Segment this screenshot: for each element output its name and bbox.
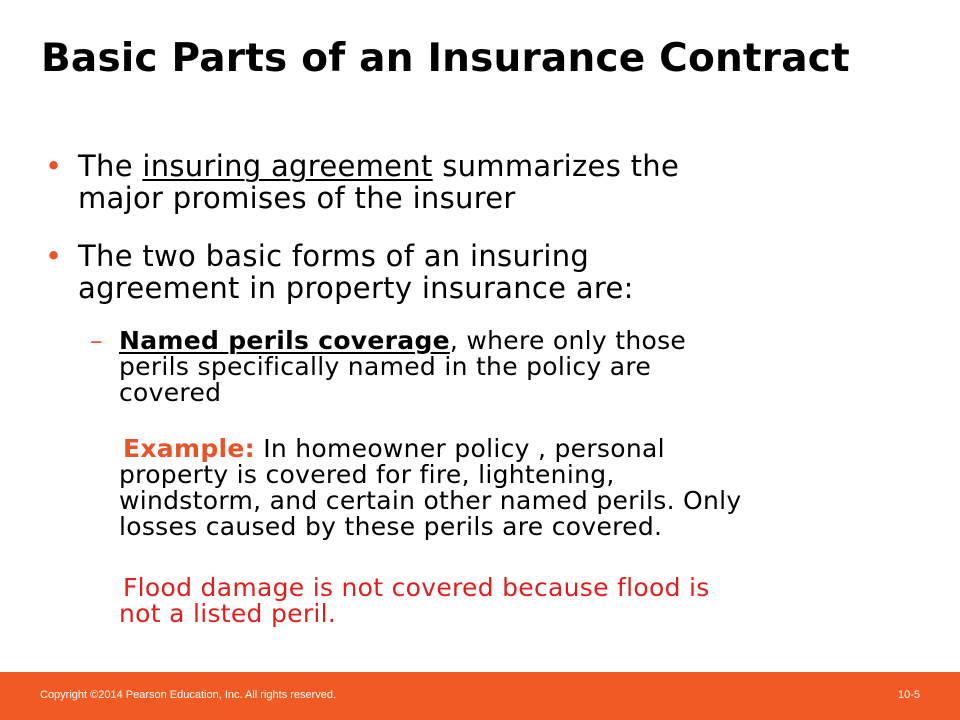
insuring-agreement-term: insuring agreement xyxy=(142,149,433,183)
bullet-text: The two basic forms of an insuring agreement in property insurance are: xyxy=(78,239,634,305)
bullet-insuring-agreement xyxy=(45,150,905,214)
example-label: Example: xyxy=(123,434,255,463)
copyright-text: Copyright ©2014 Pearson Education, Inc. All rights reserved. xyxy=(40,689,337,701)
named-perils-term: Named perils coverage xyxy=(119,326,450,355)
slide-title: Basic Parts of an Insurance Contract xyxy=(41,36,850,81)
footer-bar xyxy=(0,672,960,720)
bullet-marker: • xyxy=(45,239,63,273)
example-paragraph: Example: In homeowner policy , personal property is covered for fire, lightening, windstorm, and certain other named perils. Only losses caused by these perils are covered. xyxy=(119,434,742,541)
sub-bullet-named-perils xyxy=(90,328,850,406)
flood-note: Flood damage is not covered because flood is not a listed peril. xyxy=(119,573,710,628)
sub-bullet-text: Named perils coverage, where only those perils specifically named in the policy are covered xyxy=(119,326,687,407)
page-number: 10-5 xyxy=(897,689,920,701)
bullet-marker: • xyxy=(45,149,63,183)
bullet-text: The insuring agreement summarizes the major promises of the insurer xyxy=(78,149,680,215)
bullet-basic-forms xyxy=(45,240,905,304)
sub-bullet-marker: – xyxy=(90,326,103,355)
